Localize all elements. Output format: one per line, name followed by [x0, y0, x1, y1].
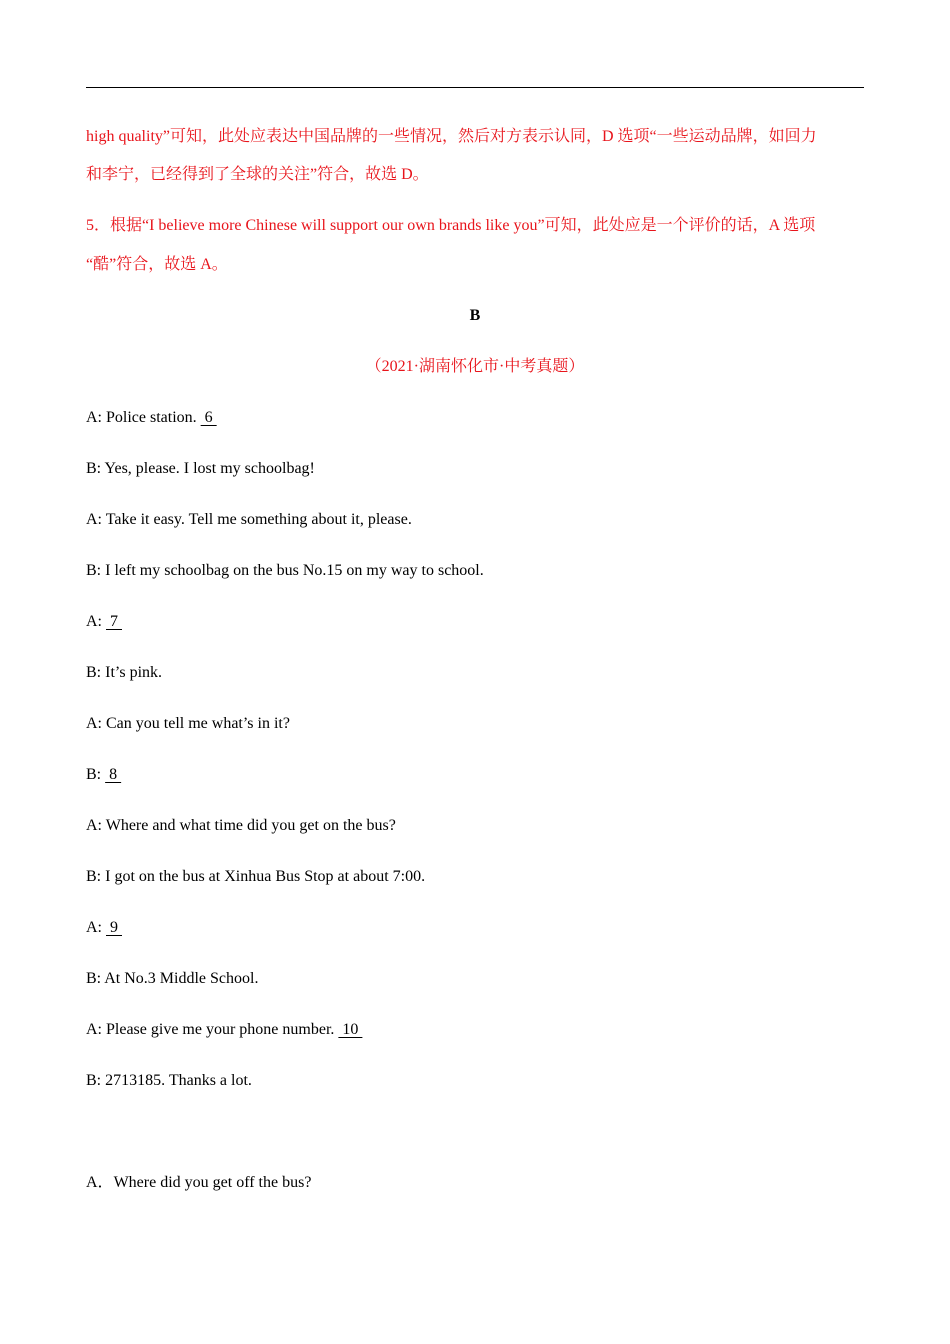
- dialogue-text: A: Where and what time did you get on the bus?: [86, 817, 396, 834]
- dialogue-line: [86, 1020, 362, 1040]
- dialogue-text: B: It’s pink.: [86, 664, 163, 681]
- dialogue-line: [86, 969, 258, 989]
- dialogue-text: B: At No.3 Middle School.: [86, 970, 259, 987]
- dialogue-line: [86, 714, 290, 734]
- dialogue-line: [86, 459, 315, 479]
- dialogue-line: [86, 867, 425, 887]
- blank-7: 7: [106, 613, 122, 630]
- dialogue-text: A: Take it easy. Tell me something about it, please.: [86, 511, 412, 528]
- blank-9: 9: [106, 919, 122, 936]
- dialogue-text: A: Please give me your phone number.: [86, 1021, 339, 1038]
- dialogue-line: [86, 1071, 252, 1091]
- analysis-item5-line1: 5．根据“I believe more Chinese will support our own brands like you”可知，此处应是一个评价的话，A 选项: [86, 217, 816, 234]
- blank-6: 6: [200, 409, 217, 426]
- dialogue-text: A: Can you tell me what’s in it?: [86, 715, 290, 732]
- dialogue-text: B:: [86, 766, 106, 783]
- analysis-item4-line2: 和李宁，已经得到了全球的关注”符合，故选 D。: [86, 166, 429, 183]
- analysis-item4-line1: high quality”可知，此处应表达中国品牌的一些情况，然后对方表示认同，D 选项“一些运动品牌，如回力: [86, 128, 817, 145]
- option-label: A．: [86, 1174, 114, 1191]
- dialogue-line: [86, 561, 484, 581]
- blank-10: 10: [338, 1021, 363, 1038]
- dialogue-text: B: Yes, please. I lost my schoolbag!: [86, 460, 315, 477]
- option-a: [86, 1173, 311, 1193]
- section-source: （2021·湖南怀化市·中考真题）: [365, 358, 585, 375]
- header-rule: [86, 87, 864, 88]
- dialogue-line: [86, 816, 396, 836]
- dialogue-text: B: I left my schoolbag on the bus No.15 on my way to school.: [86, 562, 484, 579]
- dialogue-line: [86, 663, 162, 683]
- dialogue-text: B: I got on the bus at Xinhua Bus Stop at about 7:00.: [86, 868, 426, 885]
- section-title: B: [469, 307, 481, 324]
- dialogue-text: A:: [86, 613, 106, 630]
- option-text: Where did you get off the bus?: [113, 1174, 312, 1191]
- dialogue-line: [86, 918, 122, 938]
- dialogue-line: [86, 408, 217, 428]
- blank-8: 8: [105, 766, 122, 783]
- dialogue-text: A: Police station.: [86, 409, 201, 426]
- dialogue-line: [86, 612, 122, 632]
- dialogue-line: [86, 510, 412, 530]
- dialogue-line: [86, 765, 121, 785]
- dialogue-text: B: 2713185. Thanks a lot.: [86, 1072, 252, 1089]
- dialogue-text: A:: [86, 919, 106, 936]
- analysis-item5-line2: “酷”符合，故选 A。: [86, 256, 228, 273]
